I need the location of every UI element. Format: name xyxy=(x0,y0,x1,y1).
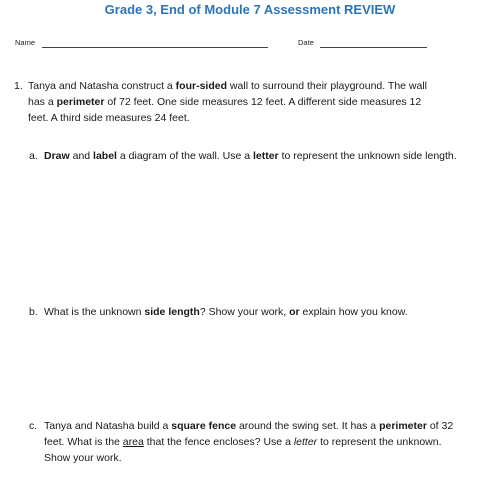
part-text-bold: square fence xyxy=(171,420,237,432)
question-part-b xyxy=(29,304,459,320)
part-text-segment: around the swing set. It has a xyxy=(236,420,380,432)
part-text-segment: ? Show your work, xyxy=(199,306,290,318)
part-text-segment: to represent the unknown. Show your work. xyxy=(44,436,442,464)
part-text-segment: What is the unknown xyxy=(44,306,145,318)
page-title: Grade 3, End of Module 7 Assessment REVIEW xyxy=(104,2,396,17)
part-text-segment: explain how you know. xyxy=(299,306,408,318)
part-text-segment: a diagram of the wall. Use a xyxy=(116,150,253,162)
question-number: 1. xyxy=(14,80,23,92)
part-text-bold: label xyxy=(93,150,117,162)
question-1 xyxy=(14,78,444,126)
part-text-segment: to represent the unknown side length. xyxy=(278,150,457,162)
question-text-bold: perimeter xyxy=(56,96,105,108)
part-text-underline: area xyxy=(122,436,144,448)
question-part-c xyxy=(29,418,459,466)
name-field-line xyxy=(42,47,268,48)
part-text-segment: that the fence encloses? Use a xyxy=(143,436,294,448)
part-text-bold: letter xyxy=(252,150,279,162)
part-text-segment: and xyxy=(69,150,94,162)
part-b-text xyxy=(44,304,459,320)
part-text-segment: of 32 feet. What is the xyxy=(44,420,454,448)
part-a-text xyxy=(44,148,459,164)
question-text-bold: four-sided xyxy=(175,80,228,92)
name-label: Name xyxy=(15,38,36,47)
question-part-a xyxy=(29,148,459,164)
question-text-segment: of 72 feet. One side measures 12 feet. A different side measures 12 feet. A third side measures 24 feet. xyxy=(28,96,422,124)
part-letter: a. xyxy=(29,150,38,162)
part-text-bold: perimeter xyxy=(379,420,427,432)
part-c-text xyxy=(44,418,459,466)
date-label: Date xyxy=(298,38,314,47)
part-letter: c. xyxy=(29,420,38,432)
part-letter: b. xyxy=(29,306,38,318)
question-text-segment: Tanya and Natasha construct a xyxy=(28,80,176,92)
part-text-bold: Draw xyxy=(44,150,70,162)
part-text-bold: side length xyxy=(144,306,200,318)
question-text-segment: wall to surround their playground. The wall has a xyxy=(28,80,428,108)
part-text-italic: letter xyxy=(293,436,318,448)
part-text-segment: Tanya and Natasha build a xyxy=(44,420,172,432)
question-1-text xyxy=(28,78,444,126)
part-text-bold: or xyxy=(289,306,300,318)
date-field-line xyxy=(320,47,427,48)
